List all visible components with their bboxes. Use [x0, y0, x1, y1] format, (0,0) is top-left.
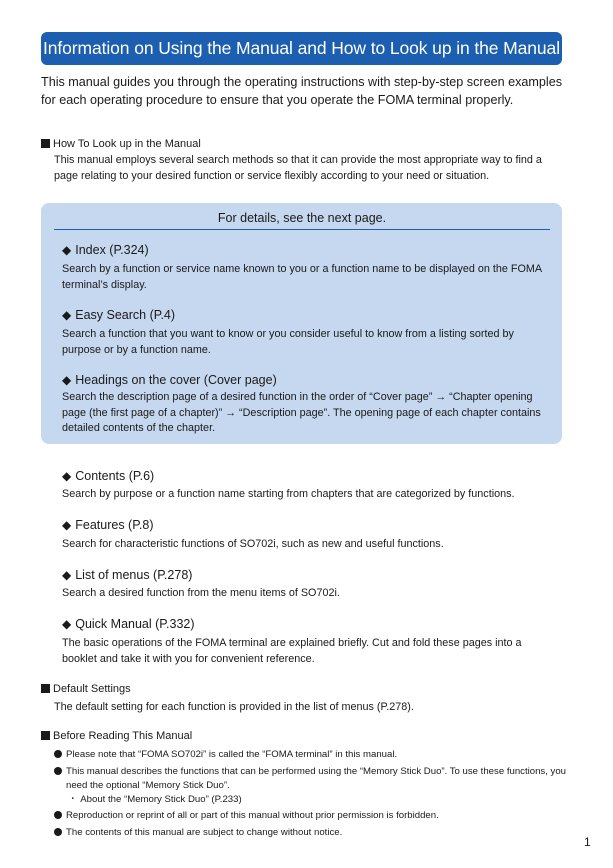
diamond-icon: ◆ — [62, 308, 72, 322]
item-heading-quick-manual — [62, 616, 195, 632]
diamond-icon: ◆ — [62, 243, 72, 257]
bullet-dot-icon — [54, 828, 62, 836]
small-bullet-icon: ・ — [68, 794, 81, 805]
bullet-text: The contents of this manual are subject to change without notice. — [66, 827, 343, 838]
item-heading-easy-search — [62, 307, 175, 323]
section-heading-label: Default Settings — [53, 683, 131, 695]
item-heading-cover — [62, 372, 277, 388]
list-item — [54, 765, 569, 793]
item-heading-contents — [62, 468, 154, 484]
item-desc-contents: Search by purpose or a function name starting from chapters that are categorized by functions. — [62, 488, 515, 500]
section-heading-label: How To Look up in the Manual — [53, 138, 201, 150]
item-desc-features: Search for characteristic functions of SO702i, such as new and useful functions. — [62, 538, 444, 550]
square-bullet-icon — [41, 684, 50, 693]
panel-title: For details, see the next page. — [54, 210, 550, 230]
item-heading-label: Features (P.8) — [75, 518, 154, 532]
section-heading-before-reading — [41, 729, 192, 743]
item-desc-easy-search: Search a function that you want to know or you consider useful to know from a listing sorted by purpose or by a function name. — [62, 328, 514, 356]
diamond-icon: ◆ — [62, 518, 72, 532]
item-heading-label: Headings on the cover (Cover page) — [75, 373, 277, 387]
item-heading-menus — [62, 567, 192, 583]
item-heading-label: Index (P.324) — [75, 243, 149, 257]
list-item — [54, 809, 569, 823]
list-item — [54, 748, 569, 762]
diamond-icon: ◆ — [62, 617, 72, 631]
diamond-icon: ◆ — [62, 568, 72, 582]
item-desc-index: Search by a function or service name known to you or a function name to be displayed on the FOMA terminal’s display. — [62, 263, 542, 291]
item-heading-label: Easy Search (P.4) — [75, 308, 176, 322]
section-heading-label: Before Reading This Manual — [53, 730, 193, 742]
bullet-text: Please note that “FOMA SO702i” is called the “FOMA terminal” in this manual. — [66, 749, 398, 760]
sub-note — [68, 793, 242, 807]
bullet-dot-icon — [54, 750, 62, 758]
item-heading-features — [62, 517, 154, 533]
section-body-how-to: This manual employs several search methods so that it can provide the most appropriate way to find a page relating to your desired function or service flexibly according to your need or situation. — [54, 154, 542, 182]
item-heading-label: Quick Manual (P.332) — [75, 617, 195, 631]
bullet-dot-icon — [54, 811, 62, 819]
item-heading-index — [62, 242, 149, 258]
square-bullet-icon — [41, 139, 50, 148]
diamond-icon: ◆ — [62, 373, 72, 387]
item-heading-label: List of menus (P.278) — [75, 568, 193, 582]
bullet-dot-icon — [54, 767, 62, 775]
item-heading-label: Contents (P.6) — [75, 469, 155, 483]
section-heading-default-settings — [41, 682, 131, 696]
item-desc-quick-manual: The basic operations of the FOMA terminal are explained briefly. Cut and fold these pages into a booklet and take it with you for convenient reference. — [62, 637, 522, 665]
list-item — [54, 826, 569, 840]
square-bullet-icon — [41, 731, 50, 740]
item-desc-menus: Search a desired function from the menu items of SO702i. — [62, 587, 340, 599]
section-heading-how-to — [41, 137, 201, 151]
page-title: Information on Using the Manual and How to Look up in the Manual — [41, 32, 562, 65]
bullet-text: This manual describes the functions that can be performed using the “Memory Stick Duo”. To use these functions, you need the optional “Memory Stick Duo”. — [66, 766, 567, 791]
section-body-default-settings: The default setting for each function is provided in the list of menus (P.278). — [54, 701, 414, 713]
item-desc-cover: Search the description page of a desired function in the order of “Cover page” → “Chapter opening page (the first page of a chapter)” → “Description page”. The opening page of each chapter contains detailed contents of the chapter. — [62, 391, 541, 434]
page-number: 1 — [584, 835, 591, 849]
bullet-text: Reproduction or reprint of all or part of this manual without prior permission is forbidden. — [66, 810, 439, 821]
intro-paragraph: This manual guides you through the operating instructions with step-by-step screen examples for each operating procedure to ensure that you operate the FOMA terminal properly. — [41, 75, 562, 107]
sub-note-text: About the “Memory Stick Duo” (P.233) — [80, 794, 242, 805]
diamond-icon: ◆ — [62, 469, 72, 483]
